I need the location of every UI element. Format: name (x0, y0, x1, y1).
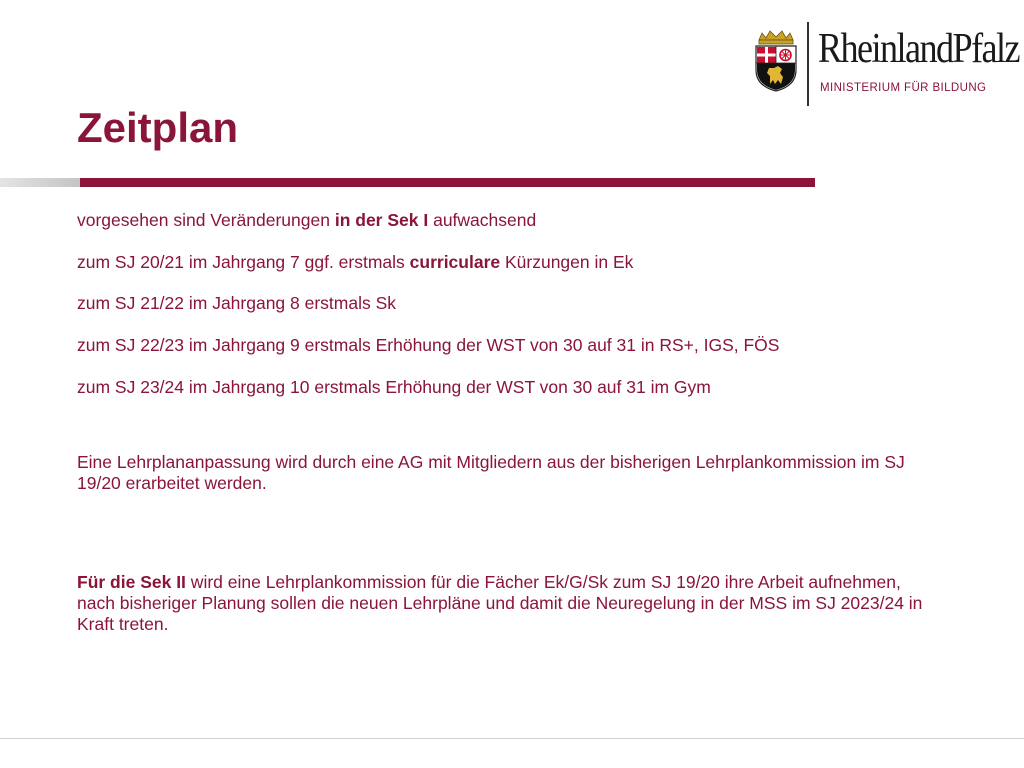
bullet-sj-23-24: zum SJ 23/24 im Jahrgang 10 erstmals Erhöhung der WST von 30 auf 31 im Gym (77, 377, 711, 397)
text-run: aufwachsend (428, 210, 537, 230)
coat-of-arms-icon (752, 30, 800, 92)
bottom-divider (0, 738, 1024, 739)
title-rule (0, 176, 815, 188)
text-run: Kürzungen in Ek (500, 252, 634, 272)
text-run: vorgesehen sind Veränderungen (77, 210, 335, 230)
paragraph-lehrplananpassung: Eine Lehrplananpassung wird durch eine AG mit Mitgliedern aus der bisherigen Lehrplankommission im SJ 19/20 erarbeitet werden. (77, 452, 905, 493)
logo-divider (807, 22, 809, 106)
text-run: wird eine Lehrplankommission für die Fächer Ek/G/Sk zum SJ 19/20 ihre Arbeit aufnehmen, nach bisheriger Planung sollen die neuen Lehrpläne und damit die Neuregelung in der MSS im SJ 2023/24 in Kraft treten. (77, 572, 923, 634)
bullet-sj-20-21 (77, 252, 633, 273)
title-rule-grey-segment (0, 178, 80, 187)
title-rule-red-segment (80, 178, 815, 187)
bullet-sek1-changes (77, 210, 536, 231)
rlp-logo (752, 22, 1020, 106)
text-run-bold: in der Sek I (334, 210, 429, 230)
text-run: zum SJ 20/21 im Jahrgang 7 ggf. erstmals (77, 252, 410, 272)
bullet-sj-22-23: zum SJ 22/23 im Jahrgang 9 erstmals Erhöhung der WST von 30 auf 31 in RS+, IGS, FÖS (77, 335, 780, 355)
paragraph-sek2 (77, 572, 937, 635)
text-run-bold: Für die Sek II (77, 572, 186, 592)
logo-ministry-name: MINISTERIUM FÜR BILDUNG (820, 82, 987, 94)
logo-wordmark: RheinlandPfalz (818, 26, 1020, 72)
text-run-bold: curriculare (409, 252, 501, 272)
slide-title: Zeitplan (77, 104, 239, 151)
bullet-sj-21-22: zum SJ 21/22 im Jahrgang 8 erstmals Sk (77, 293, 397, 313)
